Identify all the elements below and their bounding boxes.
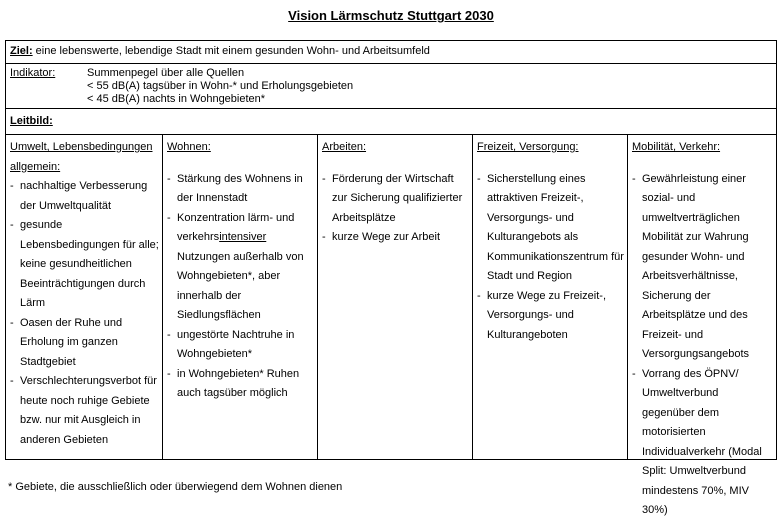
goal-row <box>6 41 776 64</box>
page-title: Vision Lärmschutz Stuttgart 2030 <box>288 8 494 23</box>
column-mobilitaet <box>628 135 776 516</box>
column-umwelt <box>6 135 163 459</box>
column-freizeit <box>473 135 628 459</box>
indicator-line: Summenpegel über alle Quellen <box>87 67 245 79</box>
column-header: Wohnen: <box>167 141 211 153</box>
leitbild-label: Leitbild: <box>10 115 53 127</box>
item-text: Nutzungen außerhalb von Wohngebieten*, aber innerhalb der Siedlungsflächen <box>177 250 304 321</box>
item-text: Konzentration lärm- und verkehrs <box>177 211 295 243</box>
list-item: - ungestörte Nachtruhe in Wohngebieten* <box>167 326 314 365</box>
list-item: - kurze Wege zu Freizeit-, Versorgungs- und Kulturangeboten <box>477 287 624 346</box>
list-item: - gesunde Lebensbedingungen für alle; keine gesundheitlichen Beeinträchtigungen durch Lärm <box>10 216 159 314</box>
list-item: - Oasen der Ruhe und Erholung im ganzen Stadtgebiet <box>10 314 159 373</box>
goal-label: Ziel: <box>10 45 33 57</box>
list-item: - Vorrang des ÖPNV/ Umweltverbund gegenüber dem motorisierten Individualverkehr (Modal Split: Umweltverbund mindestens 70%, MIV 30%) <box>632 365 773 521</box>
list-item: - Verschlechterungsverbot für heute noch ruhige Gebiete bzw. nur mit Ausgleich in anderen Gebieten <box>10 372 159 450</box>
column-header: Mobilität, Verkehr: <box>632 141 721 153</box>
item-text-underlined: intensiver <box>219 231 267 243</box>
list-item: - nachhaltige Verbesserung der Umweltqualität <box>10 177 159 216</box>
footnote: * Gebiete, die ausschließlich oder überwiegend dem Wohnen dienen <box>8 481 343 493</box>
column-wohnen <box>163 135 318 459</box>
list-item: - Sicherstellung eines attraktiven Freizeit-, Versorgungs- und Kulturangebots als Kommunikationszentrum für Stadt und Region <box>477 170 624 287</box>
indicator-line: < 55 dB(A) tagsüber in Wohn-* und Erholungsgebieten <box>87 80 354 92</box>
list-item: - kurze Wege zur Arbeit <box>322 228 469 248</box>
column-header: Freizeit, Versorgung: <box>477 141 579 153</box>
list-item: - Stärkung des Wohnens in der Innenstadt <box>167 170 314 209</box>
column-header: Arbeiten: <box>322 141 367 153</box>
list-item <box>167 209 314 326</box>
column-arbeiten <box>318 135 473 459</box>
column-header: Umwelt, Lebensbedingungen allgemein: <box>10 141 153 173</box>
indicator-line: < 45 dB(A) nachts in Wohngebieten* <box>87 93 266 105</box>
indicator-row <box>6 64 776 109</box>
list-item: - in Wohngebieten* Ruhen auch tagsüber möglich <box>167 365 314 404</box>
leitbild-row <box>6 109 776 135</box>
list-item: - Gewährleistung einer sozial- und umweltverträglichen Mobilität zur Wahrung gesunder Wohn- und Arbeitsverhältnisse, Sicherung der Arbeitsplätze und des Freizeit- und Versorgungsangebots <box>632 170 773 365</box>
list-item: - Förderung der Wirtschaft zur Sicherung qualifizierter Arbeitsplätze <box>322 170 469 229</box>
indicator-label: Indikator: <box>10 67 56 79</box>
goal-text: eine lebenswerte, lebendige Stadt mit einem gesunden Wohn- und Arbeitsumfeld <box>32 45 430 57</box>
